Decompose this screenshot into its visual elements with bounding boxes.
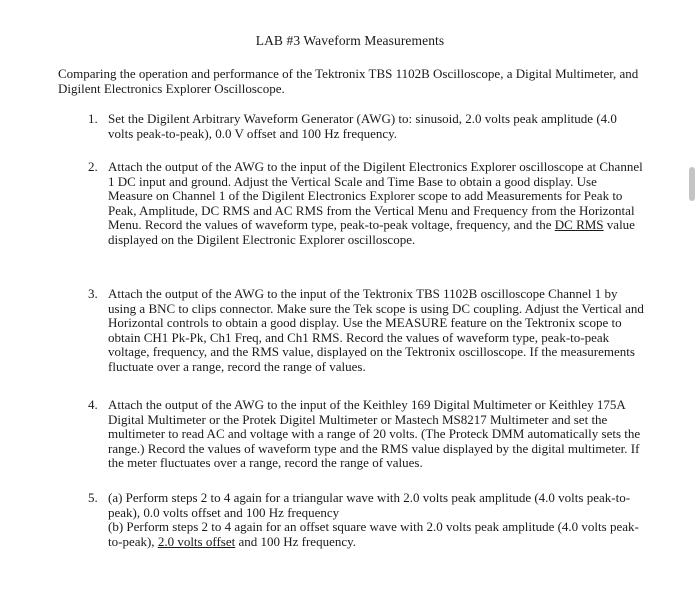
- step-text: [108, 160, 644, 248]
- step-text-part: Attach the output of the AWG to the input of the Digilent Electronics Explorer oscilloscope at Channel 1 DC input and ground. Adjust the Vertical Scale and Time Base to obtain a good display. Use Measure on Channel 1 of the Digilent Electronics Explorer scope to add Measurements for Peak to Peak, Amplitude, DC RMS and AC RMS from the Vertical Menu and Frequency from the Horizontal Menu. Record the values of waveform type, peak-to-peak voltage, frequency, and the: [108, 159, 643, 233]
- step-number: 2.: [88, 159, 98, 174]
- step-number: 5.: [88, 490, 98, 505]
- step-number: 3.: [88, 286, 98, 301]
- step-part-b: [108, 520, 644, 549]
- step-text: Attach the output of the AWG to the input of the Tektronix TBS 1102B oscilloscope Channel 1 by using a BNC to clips connector. Make sure the Tek scope is using DC coupling. Adjust the Vertical and Horizontal controls to obtain a good display. Use the MEASURE feature on the Tektronix scope to obtain CH1 Pk-Pk, Ch1 Freq, and Ch1 RMS. Record the values of waveform type, peak-to-peak voltage, frequency, and the RMS value, displayed on the Tektronix oscilloscope. If the measurements fluctuate over a range, record the range of values.: [108, 286, 644, 374]
- step-text-part: and 100 Hz frequency.: [235, 533, 357, 549]
- step-number: 1.: [88, 111, 98, 126]
- step-text: [108, 491, 644, 549]
- scrollbar-thumb[interactable]: [689, 167, 695, 201]
- step-text-part: value displayed on the Digilent Electronic Explorer oscilloscope.: [108, 217, 635, 247]
- underlined-term: DC RMS: [554, 217, 604, 233]
- step-text: Set the Digilent Arbitrary Waveform Generator (AWG) to: sinusoid, 2.0 volts peak amplitude (4.0 volts peak-to-peak), 0.0 V offset and 100 Hz frequency.: [108, 111, 617, 141]
- step-text: Attach the output of the AWG to the input of the Keithley 169 Digital Multimeter or Keithley 175A Digital Multimeter or the Protek Digitel Multimeter or Mastech MS8217 Multimeter and set the multimeter to read AC and voltage with a range of 20 volts. (The Proteck DMM automatically sets the range.) Record the values of waveform type and the RMS value displayed by the digital multimeter. If the meter fluctuates over a range, record the range of values.: [108, 397, 641, 471]
- underlined-term: 2.0 volts offset: [157, 533, 236, 549]
- page-title: LAB #3 Waveform Measurements: [255, 33, 445, 48]
- step-text-part: (b) Perform steps 2 to 4 again for an offset square wave with 2.0 volts peak amplitude (4.0 volts peak-to-peak),: [108, 519, 639, 549]
- step-part-a: (a) Perform steps 2 to 4 again for a triangular wave with 2.0 volts peak amplitude (4.0 volts peak-to-peak), 0.0 volts offset and 100 Hz frequency: [108, 490, 631, 520]
- intro-paragraph: Comparing the operation and performance of the Tektronix TBS 1102B Oscilloscope, a Digital Multimeter, and Digilent Electronics Explorer Oscilloscope.: [58, 66, 639, 96]
- step-number: 4.: [88, 397, 98, 412]
